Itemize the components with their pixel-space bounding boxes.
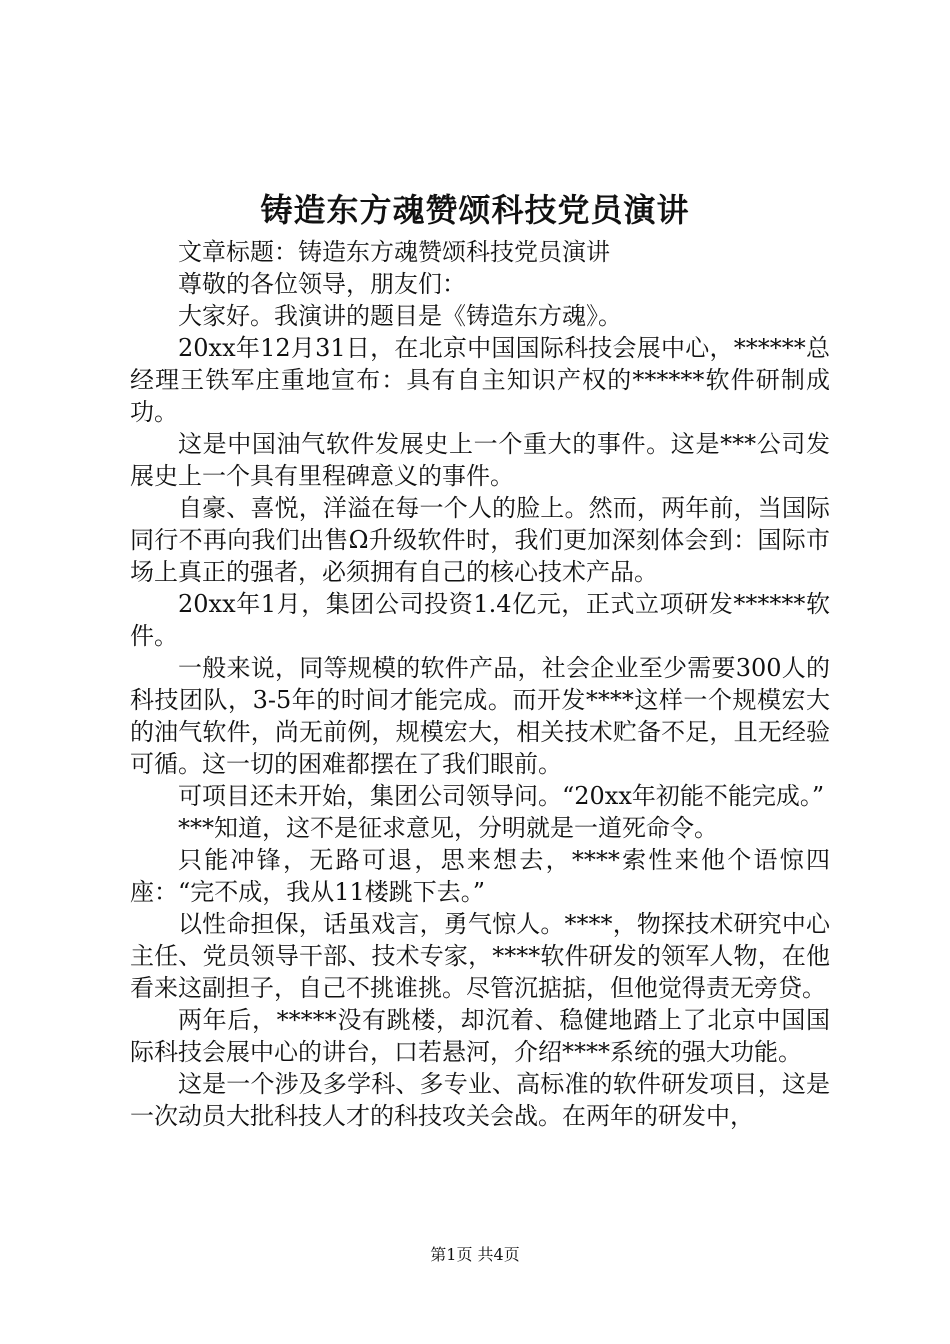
page-number-footer: 第1页 共4页 [430, 1245, 520, 1264]
paragraph-salutation: 尊敬的各位领导，朋友们： [178, 270, 466, 298]
paragraph: 一般来说，同等规模的软件产品，社会企业至少需要300人的科技团队，3-5年的时间才能完成。而开发****这样一个规模宏大的油气软件，尚无前例，规模宏大，相关技术贮备不足，且无经验可循。这一切的困难都摆在了我们眼前。 [130, 654, 830, 778]
document-title: 铸造东方魂赞颂科技党员演讲 [260, 191, 690, 229]
paragraph: 可项目还未开始，集团公司领导问。“20xx年初能不能完成。” [178, 782, 825, 810]
paragraph: 两年后，*****没有跳楼，却沉着、稳健地踏上了北京中国国际科技会展中心的讲台，口若悬河，介绍****系统的强大功能。 [130, 1006, 830, 1066]
paragraph: ***知道，这不是征求意见，分明就是一道死命令。 [178, 814, 718, 842]
paragraph: 以性命担保，话虽戏言，勇气惊人。****，物探技术研究中心主任、党员领导干部、技术专家，****软件研发的领军人物，在他看来这副担子，自己不挑谁挑。尽管沉掂掂，但他觉得责无旁贷。 [130, 910, 830, 1002]
document-body [130, 236, 830, 1132]
paragraph: 这是一个涉及多学科、多专业、高标准的软件研发项目，这是一次动员大批科技人才的科技攻关会战。在两年的研发中， [130, 1070, 830, 1130]
paragraph: 20xx年1月，集团公司投资1.4亿元，正式立项研发******软件。 [130, 590, 830, 650]
paragraph-greeting: 大家好。我演讲的题目是《铸造东方魂》。 [178, 302, 622, 330]
paragraph: 只能冲锋，无路可退，思来想去，****索性来他个语惊四座：“完不成，我从11楼跳下去。” [130, 846, 830, 906]
paragraph: 这是中国油气软件发展史上一个重大的事件。这是***公司发展史上一个具有里程碑意义的事件。 [130, 430, 830, 490]
paragraph: 20xx年12月31日，在北京中国国际科技会展中心，******总经理王铁军庄重地宣布：具有自主知识产权的******软件研制成功。 [130, 334, 830, 426]
paragraph: 自豪、喜悦，洋溢在每一个人的脸上。然而，两年前，当国际同行不再向我们出售Ω升级软件时，我们更加深刻体会到：国际市场上真正的强者，必须拥有自己的核心技术产品。 [130, 494, 830, 586]
paragraph-article-title: 文章标题：铸造东方魂赞颂科技党员演讲 [178, 238, 610, 266]
